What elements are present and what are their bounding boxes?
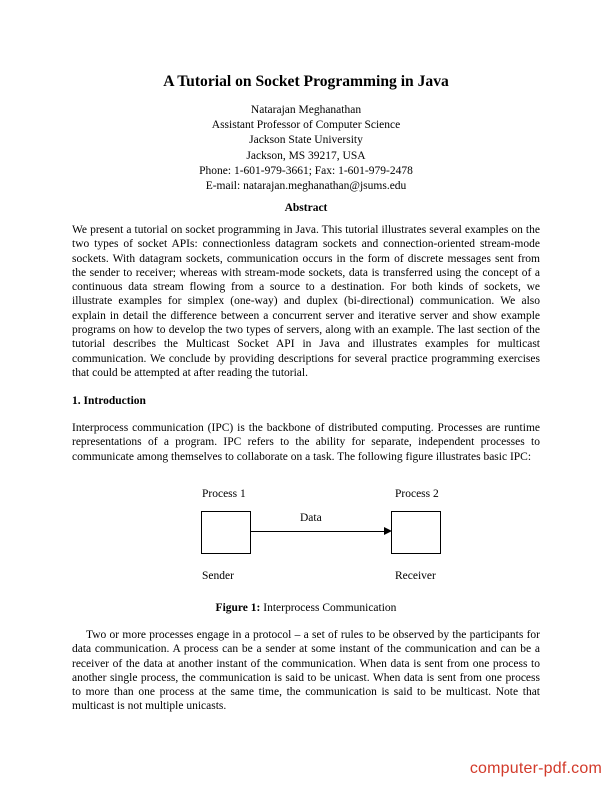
process2-box bbox=[391, 511, 441, 554]
introduction-paragraph: Interprocess communication (IPC) is the backbone of distributed computing. Processes are runtime representations of a program. IPC refers to the ability for separate, independent processes to communicate among themselves to collaborate on a task. The following figure illustrates basic IPC: bbox=[72, 422, 540, 463]
author-name: Natarajan Meghanathan bbox=[250, 104, 362, 116]
process1-label: Process 1 bbox=[202, 488, 246, 500]
author-phone-fax: Phone: 1-601-979-3661; Fax: 1-601-979-2478 bbox=[199, 164, 413, 177]
author-address: Jackson, MS 39217, USA bbox=[246, 149, 366, 162]
abstract-heading: Abstract bbox=[284, 202, 328, 214]
watermark-link[interactable]: computer-pdf.com bbox=[469, 760, 602, 777]
receiver-label: Receiver bbox=[395, 570, 436, 582]
data-arrow bbox=[251, 531, 387, 532]
arrow-head-icon bbox=[384, 527, 392, 535]
process2-label: Process 2 bbox=[395, 488, 439, 500]
introduction-heading: 1. Introduction bbox=[72, 395, 146, 407]
figure-caption-number: Figure 1: bbox=[215, 602, 261, 614]
document-title: A Tutorial on Socket Programming in Java bbox=[163, 73, 449, 90]
abstract-text: We present a tutorial on socket programming in Java. This tutorial illustrates several examples on the two types of socket APIs: connectionless datagram sockets and connection-oriented stream-mode sockets. With datagram sockets, communication occurs in the form of discrete messages sent from the sender to receiver; whereas with stream-mode sockets, data is transferred using the concept of a continuous data stream flowing from a source to a destination. For both kinds of sockets, we illustrate examples for simplex (one-way) and duplex (bi-directional) communication. We also explain in detail the difference between a concurrent server and iterative server and show example programs on how to develop the two types of servers, along with an example. The last section of the tutorial describes the Multicast Socket API in Java and illustrates examples for multicast communication. We conclude by providing descriptions for several practice programming exercises that could be attempted at after reading the tutorial. bbox=[72, 224, 540, 379]
author-email: E-mail: natarajan.meghanathan@jsums.edu bbox=[205, 180, 407, 193]
figure-caption-text: Interprocess Communication bbox=[260, 602, 397, 614]
author-block bbox=[0, 103, 612, 194]
sender-label: Sender bbox=[202, 570, 234, 582]
data-label: Data bbox=[300, 512, 322, 524]
ipc-protocol-paragraph: Two or more processes engage in a protocol – a set of rules to be observed by the participants for data communication. A process can be a sender at some instant of the communication and can be a receiver of the data at another instant of the communication. When data is sent from one process to another single process, the communication is said to be unicast. When data is sent from one process to more than one process at the same time, the communication is said to be multicast. Note that multicast is not multiple unicasts. bbox=[72, 629, 540, 713]
figure-caption bbox=[0, 601, 612, 615]
author-position: Assistant Professor of Computer Science bbox=[211, 119, 401, 132]
process1-box bbox=[201, 511, 251, 554]
author-university: Jackson State University bbox=[249, 134, 363, 147]
